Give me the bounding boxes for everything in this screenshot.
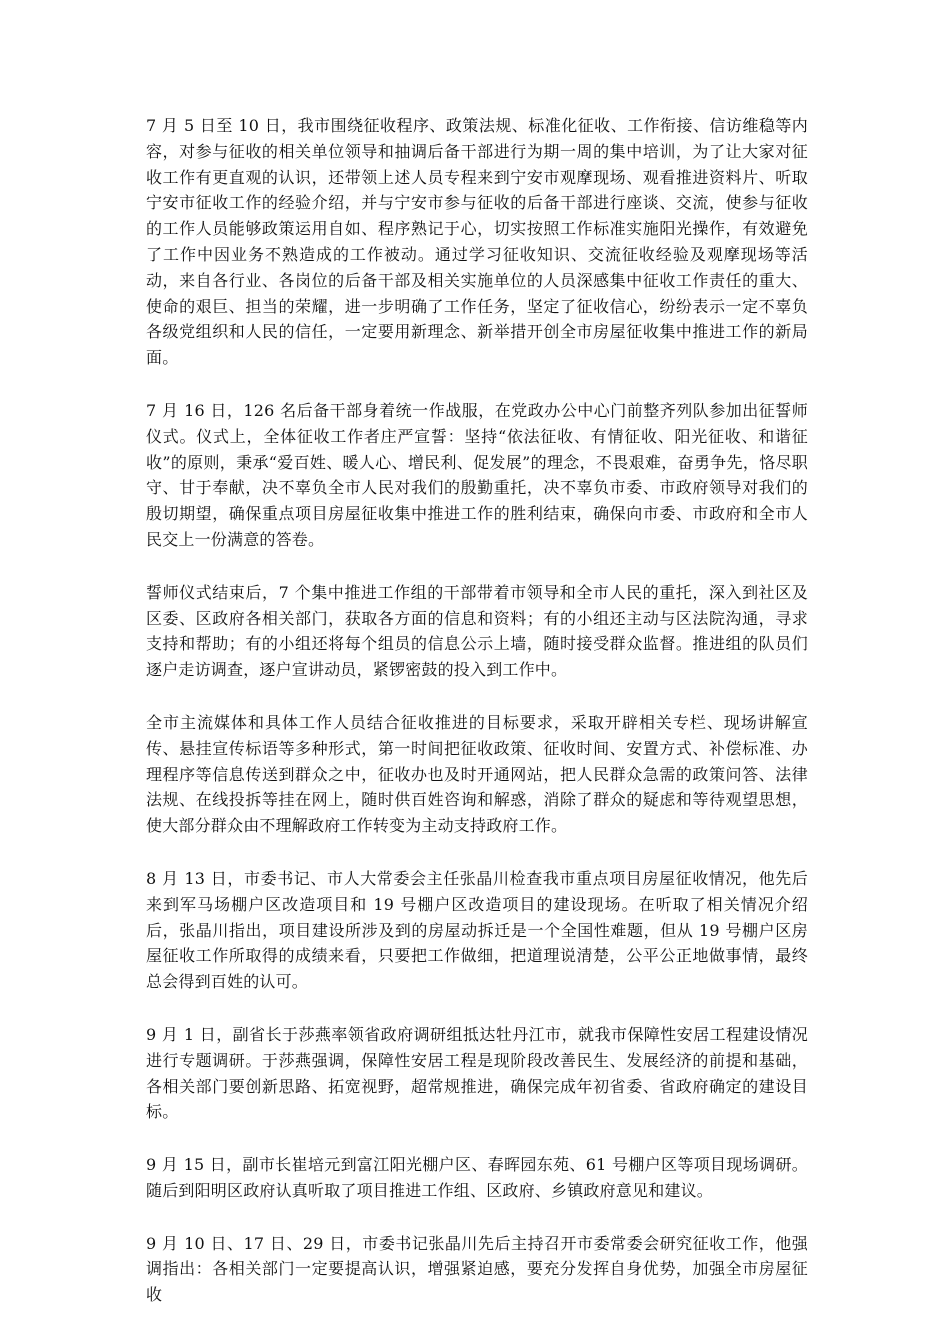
- paragraph-2: 7 月 16 日，126 名后备干部身着统一作战服，在党政办公中心门前整齐列队参加出征誓师仪式。仪式上，全体征收工作者庄严宣誓：坚持“依法征收、有情征收、阳光征收、和谐征收”的原则，秉承“爱百姓、暖人心、增民利、促发展”的理念，不畏艰难，奋勇争先，恪尽职守、甘于奉献，决不辜负全市人民对我们的殷勤重托，决不辜负市委、市政府领导对我们的殷切期望，确保重点项目房屋征收集中推进工作的胜利结束，确保向市委、市政府和全市人民交上一份满意的答卷。: [146, 400, 808, 549]
- paragraph-3: 誓师仪式结束后，7 个集中推进工作组的干部带着市领导和全市人民的重托，深入到社区及区委、区政府各相关部门，获取各方面的信息和资料；有的小组还主动与区法院沟通，寻求支持和帮助；有的小组还将每个组员的信息公示上墙，随时接受群众监督。推进组的队员们逐户走访调查，逐户宣讲动员，紧锣密鼓的投入到工作中。: [146, 582, 808, 680]
- paragraph-4: 全市主流媒体和具体工作人员结合征收推进的目标要求，采取开辟相关专栏、现场讲解宣传、悬挂宣传标语等多种形式，第一时间把征收政策、征收时间、安置方式、补偿标准、办理程序等信息传送到群众之中，征收办也及时开通网站，把人民群众急需的政策问答、法律法规、在线投拆等挂在网上，随时供百姓咨询和解惑，消除了群众的疑虑和等待观望思想，使大部分群众由不理解政府工作转变为主动支持政府工作。: [146, 712, 808, 836]
- paragraph-1: 7 月 5 日至 10 日，我市围绕征收程序、政策法规、标准化征收、工作衔接、信访维稳等内容，对参与征收的相关单位领导和抽调后备干部进行为期一周的集中培训，为了让大家对征收工作有更直观的认识，还带领上述人员专程来到宁安市观摩现场、观看推进资料片、听取宁安市征收工作的经验介绍，并与宁安市参与征收的后备干部进行座谈、交流，使参与征收的工作人员能够政策运用自如、程序熟记于心，切实按照工作标准实施阳光操作，有效避免了工作中因业务不熟造成的工作被动。通过学习征收知识、交流征收经验及观摩现场等活动，来自各行业、各岗位的后备干部及相关实施单位的人员深感集中征收工作责任的重大、使命的艰巨、担当的荣耀，进一步明确了工作任务，坚定了征收信心，纷纷表示一定不辜负各级党组织和人民的信任，一定要用新理念、新举措开创全市房屋征收集中推进工作的新局面。: [146, 116, 808, 368]
- paragraph-7: 9 月 15 日，副市长崔培元到富江阳光棚户区、春晖园东苑、61 号棚户区等项目现场调研。随后到阳明区政府认真听取了项目推进工作组、区政府、乡镇政府意见和建议。: [146, 1155, 808, 1200]
- paragraph-8: 9 月 10 日、17 日、29 日，市委书记张晶川先后主持召开市委常委会研究征收工作，他强调指出：各相关部门一定要提高认识，增强紧迫感，要充分发挥自身优势，加强全市房屋征收: [146, 1233, 808, 1305]
- document-body: [146, 113, 808, 1308]
- paragraph-6: 9 月 1 日，副省长于莎燕率领省政府调研组抵达牡丹江市，就我市保障性安居工程建设情况进行专题调研。于莎燕强调，保障性安居工程是现阶段改善民生、发展经济的前提和基础，各相关部门要创新思路、拓宽视野，超常规推进，确保完成年初省委、省政府确定的建设目标。: [146, 1024, 808, 1122]
- paragraph-5: 8 月 13 日，市委书记、市人大常委会主任张晶川检查我市重点项目房屋征收情况，他先后来到军马场棚户区改造项目和 19 号棚户区改造项目的建设现场。在听取了相关情况介绍后，张晶川指出，项目建设所涉及到的房屋动拆迁是一个全国性难题，但从 19 号棚户区房屋征收工作所取得的成绩来看，只要把工作做细，把道理说清楚，公平公正地做事情，最终总会得到百姓的认可。: [146, 868, 808, 992]
